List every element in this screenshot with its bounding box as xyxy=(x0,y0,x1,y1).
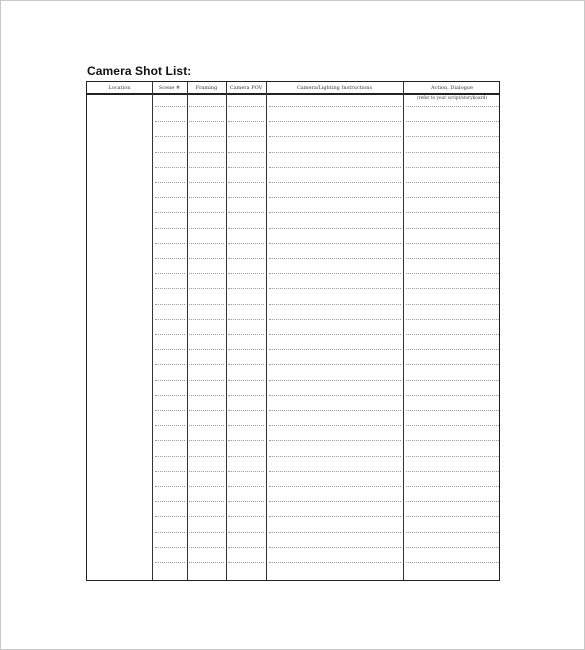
header-scene-number: Scene # xyxy=(158,85,181,91)
ruled-line xyxy=(189,425,224,426)
ruled-line xyxy=(406,471,499,472)
ruled-line xyxy=(228,258,264,259)
ruled-line xyxy=(189,243,224,244)
header-location: Location xyxy=(108,85,131,91)
ruled-line xyxy=(406,486,499,487)
ruled-line xyxy=(269,167,401,168)
ruled-line xyxy=(406,182,499,183)
ruled-line xyxy=(189,456,224,457)
ruled-line xyxy=(269,304,401,305)
ruled-line xyxy=(155,547,185,548)
ruled-line xyxy=(228,486,264,487)
ruled-line xyxy=(189,516,224,517)
ruled-line xyxy=(269,471,401,472)
ruled-line xyxy=(155,197,185,198)
ruled-line xyxy=(406,167,499,168)
ruled-line xyxy=(189,228,224,229)
column-divider xyxy=(152,82,153,580)
ruled-line xyxy=(269,380,401,381)
ruled-line xyxy=(269,395,401,396)
ruled-line xyxy=(406,440,499,441)
ruled-line xyxy=(228,121,264,122)
ruled-line xyxy=(269,516,401,517)
ruled-line xyxy=(269,364,401,365)
ruled-line xyxy=(228,349,264,350)
ruled-line xyxy=(269,547,401,548)
ruled-line xyxy=(155,334,185,335)
ruled-line xyxy=(189,380,224,381)
ruled-line xyxy=(189,136,224,137)
ruled-line xyxy=(155,106,185,107)
ruled-line xyxy=(269,486,401,487)
ruled-line xyxy=(228,516,264,517)
ruled-line xyxy=(406,319,499,320)
ruled-line xyxy=(228,243,264,244)
ruled-line xyxy=(269,182,401,183)
ruled-line xyxy=(269,106,401,107)
ruled-line xyxy=(155,532,185,533)
ruled-line xyxy=(155,304,185,305)
ruled-line xyxy=(189,547,224,548)
ruled-line xyxy=(406,273,499,274)
ruled-line xyxy=(155,258,185,259)
ruled-line xyxy=(155,288,185,289)
column-divider xyxy=(403,82,404,580)
ruled-line xyxy=(228,395,264,396)
ruled-line xyxy=(228,152,264,153)
ruled-line xyxy=(406,516,499,517)
ruled-line xyxy=(189,182,224,183)
ruled-line xyxy=(228,197,264,198)
ruled-line xyxy=(269,243,401,244)
ruled-line xyxy=(406,501,499,502)
ruled-line xyxy=(228,167,264,168)
ruled-line xyxy=(155,471,185,472)
ruled-line xyxy=(228,228,264,229)
ruled-line xyxy=(189,440,224,441)
ruled-line xyxy=(406,304,499,305)
ruled-line xyxy=(189,486,224,487)
ruled-line xyxy=(406,547,499,548)
ruled-line xyxy=(228,273,264,274)
ruled-line xyxy=(189,167,224,168)
ruled-line xyxy=(228,456,264,457)
ruled-line xyxy=(155,273,185,274)
ruled-line xyxy=(155,349,185,350)
ruled-line xyxy=(189,152,224,153)
ruled-line xyxy=(406,197,499,198)
ruled-line xyxy=(406,152,499,153)
ruled-line xyxy=(155,501,185,502)
ruled-line xyxy=(406,334,499,335)
ruled-line xyxy=(189,319,224,320)
ruled-line xyxy=(189,501,224,502)
ruled-line xyxy=(155,425,185,426)
ruled-line xyxy=(406,121,499,122)
ruled-line xyxy=(406,243,499,244)
ruled-line xyxy=(189,106,224,107)
ruled-line xyxy=(228,547,264,548)
ruled-line xyxy=(269,152,401,153)
ruled-line xyxy=(228,334,264,335)
ruled-line xyxy=(228,288,264,289)
header-action-dialogue: Action, Dialogue xyxy=(430,85,473,91)
ruled-line xyxy=(406,228,499,229)
column-divider xyxy=(187,82,188,580)
ruled-line xyxy=(228,319,264,320)
ruled-line xyxy=(269,349,401,350)
ruled-line xyxy=(189,395,224,396)
ruled-line xyxy=(269,456,401,457)
ruled-line xyxy=(269,501,401,502)
ruled-line xyxy=(406,258,499,259)
ruled-line xyxy=(189,471,224,472)
ruled-line xyxy=(228,410,264,411)
ruled-line xyxy=(189,562,224,563)
ruled-line xyxy=(189,410,224,411)
ruled-line xyxy=(155,410,185,411)
ruled-line xyxy=(269,273,401,274)
ruled-line xyxy=(155,456,185,457)
ruled-line xyxy=(269,532,401,533)
ruled-line xyxy=(228,562,264,563)
ruled-line xyxy=(189,288,224,289)
ruled-line xyxy=(269,410,401,411)
ruled-line xyxy=(406,532,499,533)
ruled-line xyxy=(269,440,401,441)
ruled-line xyxy=(269,425,401,426)
ruled-line xyxy=(189,334,224,335)
header-framing: Framing xyxy=(195,85,218,91)
ruled-line xyxy=(189,121,224,122)
ruled-line xyxy=(269,121,401,122)
ruled-line xyxy=(406,364,499,365)
ruled-line xyxy=(269,562,401,563)
ruled-line xyxy=(269,212,401,213)
ruled-line xyxy=(269,228,401,229)
ruled-line xyxy=(269,197,401,198)
ruled-line xyxy=(228,136,264,137)
action-note: (refer to your script/storyboard) xyxy=(416,96,488,101)
ruled-line xyxy=(189,364,224,365)
ruled-line xyxy=(228,501,264,502)
ruled-line xyxy=(228,212,264,213)
ruled-line xyxy=(155,228,185,229)
ruled-line xyxy=(406,380,499,381)
ruled-line xyxy=(406,410,499,411)
ruled-line xyxy=(155,136,185,137)
ruled-line xyxy=(406,562,499,563)
ruled-line xyxy=(155,395,185,396)
ruled-line xyxy=(269,258,401,259)
ruled-line xyxy=(155,562,185,563)
header-camera-pov: Camera POV xyxy=(229,85,263,91)
page-title: Camera Shot List: xyxy=(87,64,192,78)
ruled-line xyxy=(406,288,499,289)
ruled-line xyxy=(228,440,264,441)
ruled-line xyxy=(155,121,185,122)
ruled-line xyxy=(269,136,401,137)
ruled-line xyxy=(155,212,185,213)
shot-list-table xyxy=(86,81,500,581)
header-camera-lighting: Camera/Lighting Instructions xyxy=(296,85,373,91)
ruled-line xyxy=(155,167,185,168)
ruled-line xyxy=(406,456,499,457)
ruled-line xyxy=(189,532,224,533)
ruled-line xyxy=(406,395,499,396)
ruled-line xyxy=(155,319,185,320)
ruled-line xyxy=(269,319,401,320)
ruled-line xyxy=(228,304,264,305)
ruled-line xyxy=(228,532,264,533)
ruled-line xyxy=(155,243,185,244)
ruled-line xyxy=(189,349,224,350)
ruled-line xyxy=(189,212,224,213)
ruled-line xyxy=(228,425,264,426)
ruled-line xyxy=(269,334,401,335)
ruled-line xyxy=(406,425,499,426)
ruled-line xyxy=(269,288,401,289)
ruled-line xyxy=(228,182,264,183)
header-rule xyxy=(87,93,499,95)
ruled-line xyxy=(228,380,264,381)
ruled-line xyxy=(189,197,224,198)
ruled-line xyxy=(228,471,264,472)
ruled-line xyxy=(228,106,264,107)
ruled-line xyxy=(189,258,224,259)
ruled-line xyxy=(155,152,185,153)
ruled-line xyxy=(155,364,185,365)
ruled-line xyxy=(406,212,499,213)
column-divider xyxy=(226,82,227,580)
ruled-line xyxy=(406,349,499,350)
ruled-line xyxy=(155,380,185,381)
ruled-line xyxy=(228,364,264,365)
ruled-line xyxy=(155,486,185,487)
ruled-line xyxy=(406,106,499,107)
ruled-line xyxy=(406,136,499,137)
ruled-line xyxy=(155,182,185,183)
ruled-line xyxy=(155,516,185,517)
column-divider xyxy=(266,82,267,580)
ruled-line xyxy=(155,440,185,441)
ruled-line xyxy=(189,273,224,274)
ruled-line xyxy=(189,304,224,305)
